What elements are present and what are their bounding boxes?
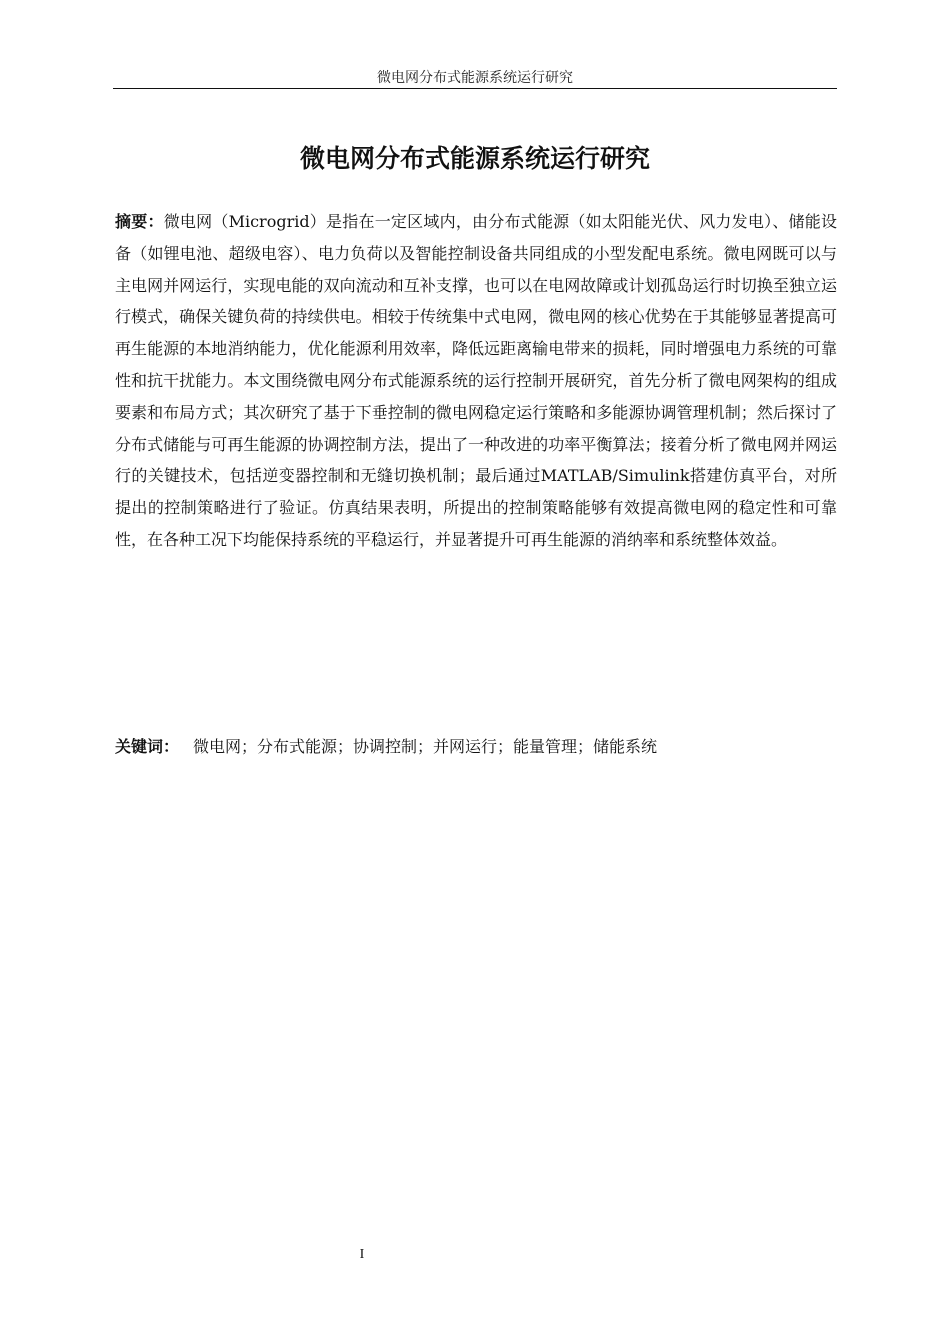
page-number: I [359,1247,365,1262]
abstract-label: 摘要： [115,212,164,231]
abstract-text: 微电网（Microgrid）是指在一定区域内，由分布式能源（如太阳能光伏、风力发电）、储能设备（如锂电池、超级电容）、电力负荷以及智能控制设备共同组成的小型发配电系统。微电网既可以与主电网并网运行，实现电能的双向流动和互补支撑，也可以在电网故障或计划孤岛运行时切换至独立运行模式，确保关键负荷的持续供电。相较于传统集中式电网，微电网的核心优势在于其能够显著提高可再生能源的本地消纳能力，优化能源利用效率，降低远距离输电带来的损耗，同时增强电力系统的可靠性和抗干扰能力。本文围绕微电网分布式能源系统的运行控制开展研究，首先分析了微电网架构的组成要素和布局方式；其次研究了基于下垂控制的微电网稳定运行策略和多能源协调管理机制；然后探讨了分布式储能与可再生能源的协调控制方法，提出了一种改进的功率平衡算法；接着分析了微电网并网运行的关键技术，包括逆变器控制和无缝切换机制；最后通过MATLAB/Simulink搭建仿真平台，对所提出的控制策略进行了验证。仿真结果表明，所提出的控制策略能够有效提高微电网的稳定性和可靠性，在各种工况下均能保持系统的平稳运行，并显著提升可再生能源的消纳率和系统整体效益。 [115,212,837,549]
running-header: 微电网分布式能源系统运行研究 [377,70,573,86]
header-divider [113,88,837,89]
keywords-label: 关键词： [115,737,180,756]
paper-title: 微电网分布式能源系统运行研究 [299,144,650,173]
keywords-line [115,732,837,762]
abstract-paragraph [115,206,837,556]
keywords-text: 微电网；分布式能源；协调控制；并网运行；能量管理；储能系统 [193,737,658,756]
